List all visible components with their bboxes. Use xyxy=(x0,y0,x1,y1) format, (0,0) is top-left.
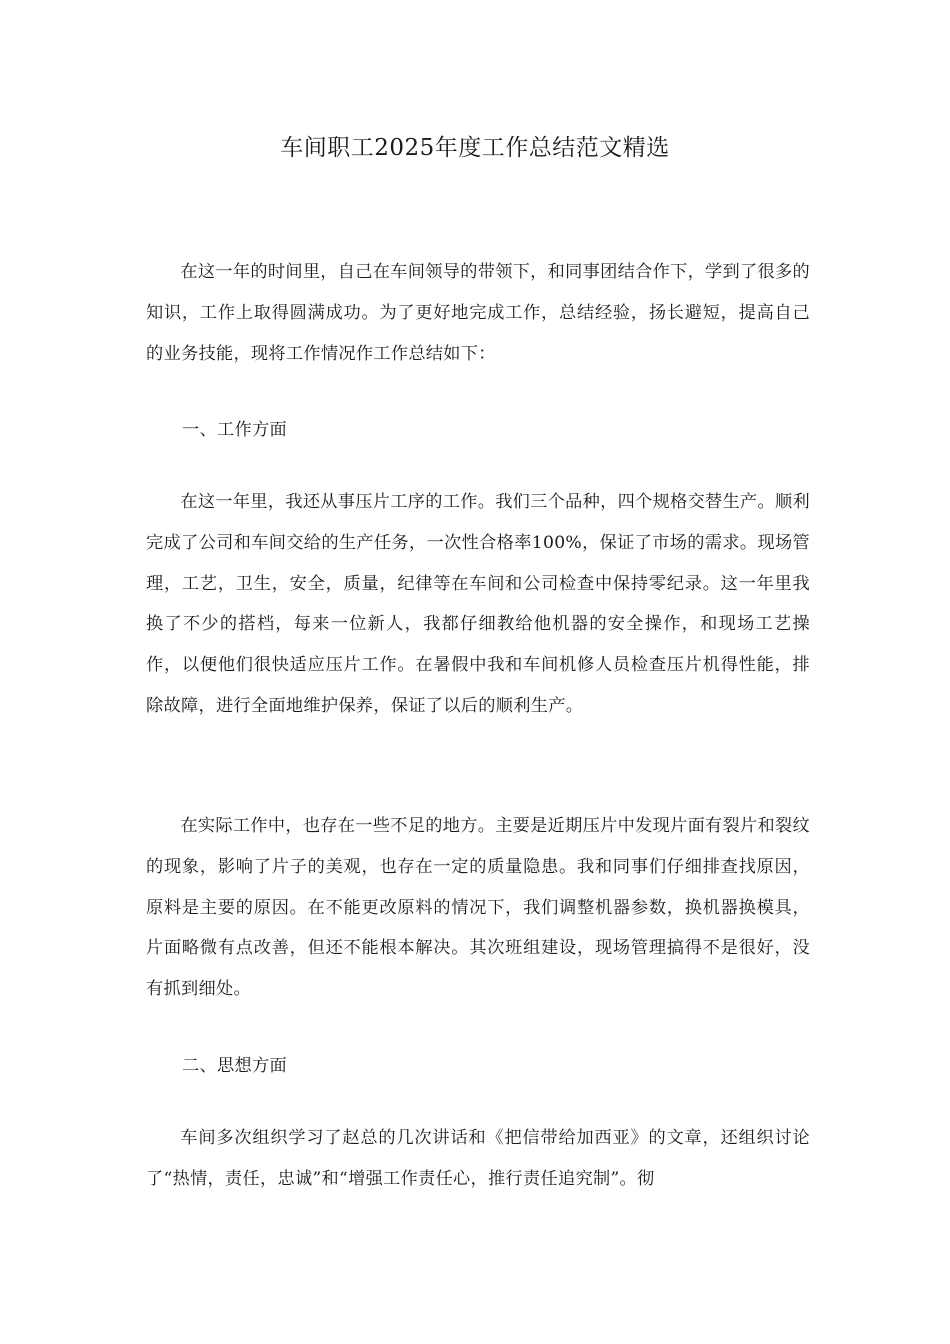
document-title: 车间职工2025年度工作总结范文精选 xyxy=(280,135,670,161)
work-paragraph-1: 在这一年里，我还从事压片工序的工作。我们三个品种，四个规格交替生产。顺利完成了公司和车间交给的生产任务，一次性合格率100%，保证了市场的需求。现场管理，工艺，卫生，安全，质量，纪律等在车间和公司检查中保持零纪录。这一年里我换了不少的搭档，每来一位新人，我都仔细教给他机器的安全操作，和现场工艺操作，以便他们很快适应压片工作。在暑假中我和车间机修人员检查压片机得性能，排除故障，进行全面地维护保养，保证了以后的顺利生产。 xyxy=(146,492,810,716)
section-heading-work: 一、工作方面 xyxy=(182,420,287,440)
intro-paragraph: 在这一年的时间里，自己在车间领导的带领下，和同事团结合作下，学到了很多的知识，工作上取得圆满成功。为了更好地完成工作，总结经验，扬长避短，提高自己的业务技能，现将工作情况作工作总结如下： xyxy=(146,262,810,364)
work-paragraph-2: 在实际工作中，也存在一些不足的地方。主要是近期压片中发现片面有裂片和裂纹的现象，影响了片子的美观，也存在一定的质量隐患。我和同事们仔细排查找原因，原料是主要的原因。在不能更改原料的情况下，我们调整机器参数，换机器换模具，片面略微有点改善，但还不能根本解决。其次班组建设，现场管理搞得不是很好，没有抓到细处。 xyxy=(146,816,810,1000)
thought-paragraph-1: 车间多次组织学习了赵总的几次讲话和《把信带给加西亚》的文章，还组织讨论了“热情，责任，忠诚”和“增强工作责任心，推行责任追究制”。彻 xyxy=(146,1128,810,1189)
section-heading-thought: 二、思想方面 xyxy=(182,1056,287,1076)
